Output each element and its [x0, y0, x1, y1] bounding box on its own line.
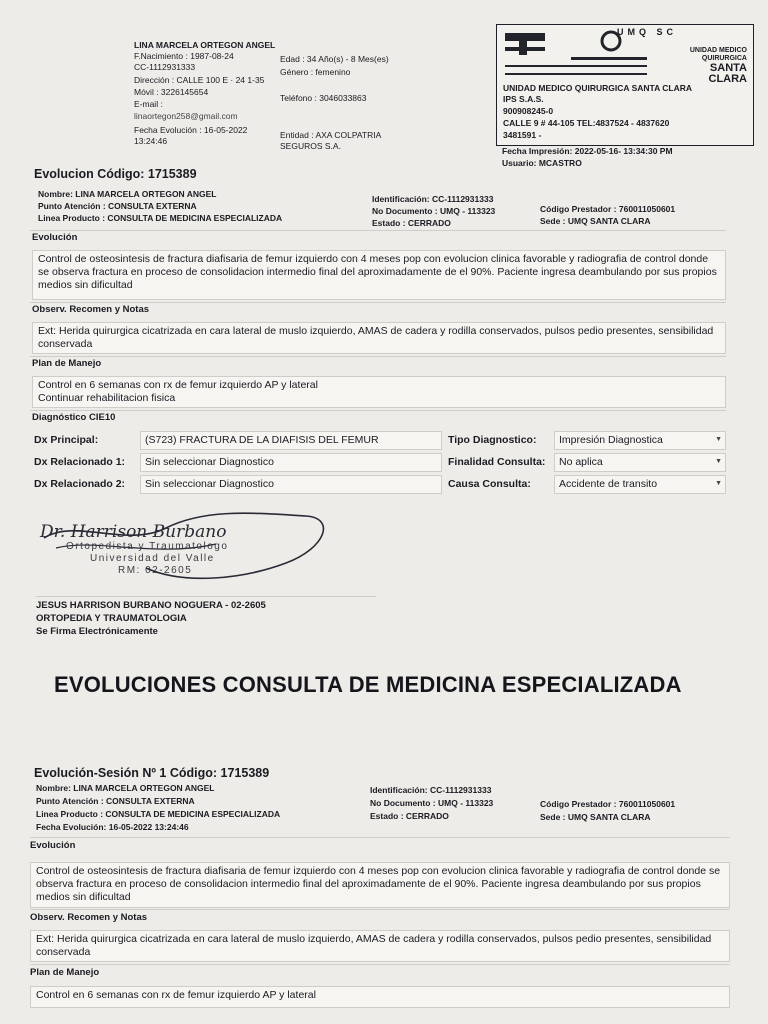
- divider: [30, 909, 730, 910]
- dx-type-label: Tipo Diagnostico:: [448, 434, 537, 446]
- dx-type-value: Impresión Diagnostica: [559, 434, 663, 446]
- evolucion1-sede: Sede : UMQ SANTA CLARA: [540, 216, 651, 226]
- evolucion2-identificacion: Identificación: CC-1112931333: [370, 785, 492, 795]
- evolucion1-linea: Linea Producto : CONSULTA DE MEDICINA ESPECIALIZADA: [38, 213, 283, 223]
- patient-email: linaortegon258@gmail.com: [134, 111, 238, 121]
- patient-mobile: Móvil : 3226145654: [134, 87, 209, 97]
- logo-line3: SANTA: [709, 62, 747, 74]
- evolucion1-documento: No Documento : UMQ - 113323: [372, 206, 496, 216]
- evolucion2-punto: Punto Atención : CONSULTA EXTERNA: [36, 796, 195, 806]
- dx-row-principal: [30, 431, 726, 451]
- signature-stamp: [36, 508, 336, 588]
- usuario: Usuario: MCASTRO: [502, 158, 582, 168]
- dx-row-relacionado-1: [30, 453, 726, 473]
- logo-ips: IPS S.A.S.: [503, 94, 544, 104]
- evolucion1-plan-line1: Control en 6 semanas con rx de femur izquierdo AP y lateral: [38, 379, 318, 391]
- evolucion2-plan-line1: Control en 6 semanas con rx de femur izquierdo AP y lateral: [36, 989, 316, 1001]
- logo-company: UNIDAD MEDICO QUIRURGICA SANTA CLARA: [503, 83, 693, 93]
- evolucion2-evolucion-label: Evolución: [30, 840, 76, 851]
- dx-type-select[interactable]: [554, 431, 726, 450]
- patient-cc: CC-1112931333: [134, 62, 196, 72]
- logo-phone2: 3481591 -: [503, 130, 542, 140]
- evolucion1-evolucion-label: Evolución: [32, 232, 78, 243]
- evolucion2-observ-label: Observ. Recomen y Notas: [30, 912, 148, 923]
- evolucion1-plan-label: Plan de Manejo: [32, 358, 102, 369]
- dx-finalidad-label: Finalidad Consulta:: [448, 456, 546, 468]
- page-title: EVOLUCIONES CONSULTA DE MEDICINA ESPECIALIZADA: [54, 672, 682, 697]
- logo-line2: QUIRURGICA: [701, 55, 747, 62]
- evolucion1-codigo-prestador: Código Prestador : 760011050601: [540, 204, 676, 214]
- doctor-name: JESUS HARRISON BURBANO NOGUERA - 02-2605: [36, 600, 266, 611]
- signature-line: [36, 596, 376, 597]
- evolucion2-plan-label: Plan de Manejo: [30, 967, 100, 978]
- dx-label: Dx Relacionado 2:: [34, 478, 126, 490]
- evolucion2-evolucion-text: Control de osteosintesis de fractura diafisaria de femur izquierdo con 4 meses pop con evolucion clinica favorable y radiografia de control donde se observa fractura en proceso de consolidacion intermedio final del aproximadamente de el 90%. Paciente ingresa deambulando por sus propios medios sin dificultad: [30, 862, 730, 908]
- dx-causa-label: Causa Consulta:: [448, 478, 531, 490]
- fecha-evolucion: Fecha Evolución : 16-05-2022: [134, 125, 248, 135]
- evolucion2-documento: No Documento : UMQ - 113323: [370, 798, 494, 808]
- clinic-logo-box: [496, 24, 754, 146]
- evolucion2-fecha: Fecha Evolución: 16-05-2022 13:24:46: [36, 822, 189, 832]
- divider: [30, 302, 726, 303]
- patient-birth: F.Nacimiento : 1987-08-24: [134, 51, 234, 61]
- logo-line4: CLARA: [708, 73, 747, 85]
- evolucion1-estado: Estado : CERRADO: [372, 218, 451, 228]
- signature-line3: Universidad del Valle: [90, 553, 215, 564]
- evolucion2-title: Evolución-Sesión Nº 1 Código: 1715389: [34, 766, 270, 780]
- logo-letters: UMQ SC: [617, 27, 677, 37]
- evolucion2-linea: Linea Producto : CONSULTA DE MEDICINA ESPECIALIZADA: [36, 809, 281, 819]
- dx-row-relacionado-2: [30, 475, 726, 495]
- divider: [30, 230, 726, 231]
- patient-age: Edad : 34 Año(s) - 8 Mes(es): [280, 54, 389, 64]
- signature-line2: Ortopedista y Traumatologo: [66, 541, 229, 552]
- divider: [30, 964, 730, 965]
- dx-finalidad-select[interactable]: [554, 453, 726, 472]
- chevron-down-icon: ▼: [715, 458, 722, 465]
- evolucion1-observ-text: Ext: Herida quirurgica cicatrizada en cara lateral de muslo izquierdo, AMAS de cadera y rodilla conservados, pulsos pedio presentes, sensibilidad conservada: [32, 322, 726, 354]
- evolucion1-nombre: Nombre: LINA MARCELA ORTEGON ANGEL: [38, 189, 217, 199]
- evolucion2-observ-text: Ext: Herida quirurgica cicatrizada en cara lateral de muslo izquierdo, AMAS de cadera y rodilla conservados, pulsos pedio presentes, sensibilidad conservada: [30, 930, 730, 962]
- logo-address: CALLE 9 # 44-105 TEL:4837524 - 4837620: [503, 118, 670, 128]
- evolucion2-nombre: Nombre: LINA MARCELA ORTEGON ANGEL: [36, 783, 215, 793]
- patient-address: Dirección : CALLE 100 E · 24 1-35: [134, 75, 265, 85]
- evolucion1-plan-box: [32, 376, 726, 408]
- evolucion1-evolucion-text: Control de osteosintesis de fractura diafisaria de femur izquierdo con 4 meses pop con evolucion clinica favorable y radiografia de control donde se observa fractura en proceso de consolidacion intermedio final del aproximadamente de el 90%. Paciente ingresa deambulando por sus propios medios sin dificultad: [32, 250, 726, 300]
- signature-note: Se Firma Electrónicamente: [36, 626, 158, 637]
- dx-label: Dx Principal:: [34, 434, 99, 446]
- evolucion2-estado: Estado : CERRADO: [370, 811, 449, 821]
- evolucion1-observ-label: Observ. Recomen y Notas: [32, 304, 150, 315]
- chevron-down-icon: ▼: [715, 436, 722, 443]
- evolucion1-punto: Punto Atención : CONSULTA EXTERNA: [38, 201, 197, 211]
- chevron-down-icon: ▼: [715, 480, 722, 487]
- evolucion1-title: Evolucion Código: 1715389: [34, 167, 197, 181]
- evolucion2-plan-box: [30, 986, 730, 1008]
- patient-gender: Género : femenino: [280, 67, 351, 77]
- patient-entity-2: SEGUROS S.A.: [280, 141, 341, 151]
- dx-value-field[interactable]: Sin seleccionar Diagnostico: [140, 453, 442, 472]
- fecha-hora: 13:24:46: [134, 136, 168, 146]
- divider: [30, 410, 726, 411]
- patient-email-label: E-mail :: [134, 99, 163, 109]
- dx-label: Dx Relacionado 1:: [34, 456, 126, 468]
- dx-value-field[interactable]: Sin seleccionar Diagnostico: [140, 475, 442, 494]
- patient-entity-1: Entidad : AXA COLPATRIA: [280, 130, 382, 140]
- dx-causa-select[interactable]: [554, 475, 726, 494]
- evolucion1-plan-line2: Continuar rehabilitacion fisica: [38, 392, 176, 404]
- logo-line1: UNIDAD MEDICO: [689, 47, 747, 54]
- divider: [30, 356, 726, 357]
- dx-finalidad-value: No aplica: [559, 456, 603, 468]
- divider: [30, 837, 730, 838]
- evolucion2-sede: Sede : UMQ SANTA CLARA: [540, 812, 651, 822]
- logo-text-block: [607, 47, 747, 85]
- signature-line1: Dr. Harrison Burbano: [40, 522, 227, 542]
- fecha-impresion: Fecha Impresión: 2022-05-16- 13:34:30 PM: [502, 146, 673, 156]
- evolucion1-identificacion: Identificación: CC-1112931333: [372, 194, 494, 204]
- evolucion2-codigo-prestador: Código Prestador : 760011050601: [540, 799, 676, 809]
- logo-nit: 900908245-0: [503, 106, 554, 116]
- evolucion1-dx-label: Diagnóstico CIE10: [32, 412, 116, 423]
- dx-causa-value: Accidente de transito: [559, 478, 658, 490]
- dx-value-field[interactable]: (S723) FRACTURA DE LA DIAFISIS DEL FEMUR: [140, 431, 442, 450]
- doctor-specialty: ORTOPEDIA Y TRAUMATOLOGIA: [36, 613, 187, 624]
- signature-line4: RM: 02-2605: [118, 565, 193, 576]
- patient-phone: Teléfono : 3046033863: [280, 93, 367, 103]
- patient-name: LINA MARCELA ORTEGON ANGEL: [134, 40, 276, 50]
